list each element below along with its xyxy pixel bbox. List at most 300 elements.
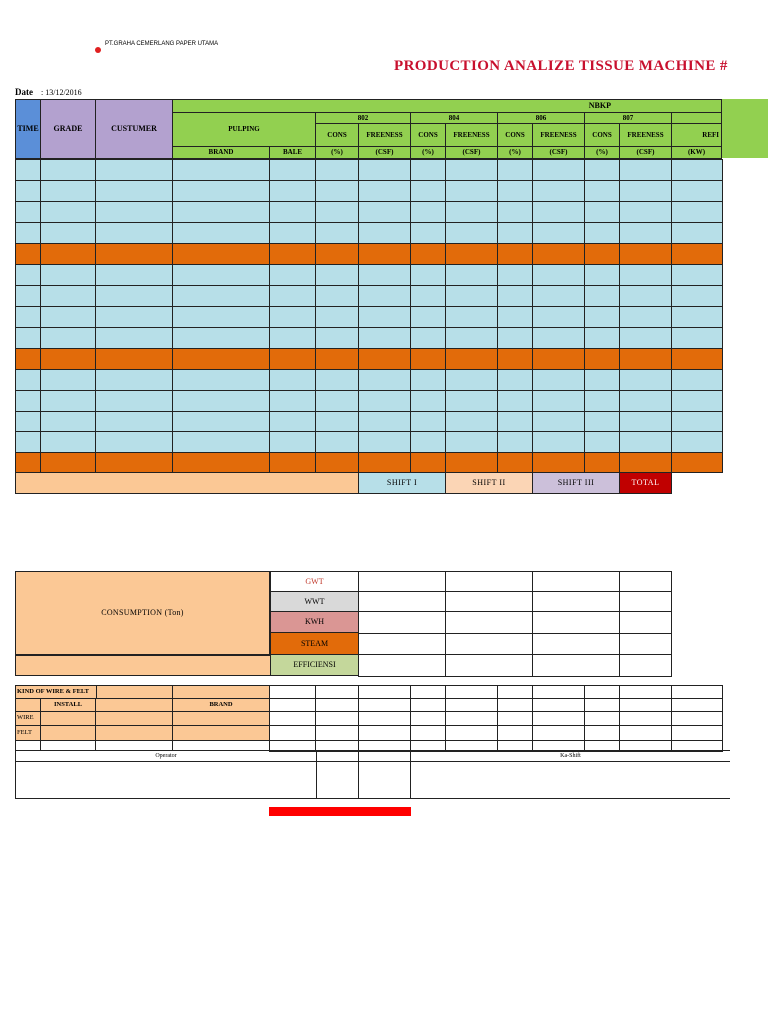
table-cell[interactable] [315, 201, 359, 223]
table-cell[interactable] [584, 411, 620, 432]
header-bale: BALE [269, 146, 316, 159]
consumption-value-cell[interactable] [358, 654, 446, 677]
table-cell[interactable] [15, 327, 41, 349]
table-cell[interactable] [172, 285, 270, 307]
table-cell[interactable] [445, 369, 498, 391]
wire-felt-cell[interactable] [671, 711, 723, 726]
table-cell[interactable] [619, 369, 672, 391]
table-cell[interactable] [172, 431, 270, 453]
table-cell[interactable] [95, 159, 173, 181]
table-cell[interactable] [671, 327, 723, 349]
operator-signature-box[interactable] [15, 761, 317, 799]
table-cell[interactable] [619, 159, 672, 181]
wire-felt-cell[interactable] [584, 698, 620, 712]
consumption-value-cell[interactable] [445, 571, 533, 592]
table-cell[interactable] [532, 264, 585, 286]
wire-felt-cell[interactable] [269, 685, 316, 699]
table-cell[interactable] [445, 264, 498, 286]
unit-pct-802: (%) [315, 146, 359, 159]
table-cell[interactable] [584, 369, 620, 391]
table-cell[interactable] [15, 180, 41, 202]
table-cell[interactable] [269, 201, 316, 223]
wire-felt-cell[interactable] [671, 685, 723, 699]
table-cell[interactable] [40, 201, 96, 223]
table-cell[interactable] [410, 369, 446, 391]
subtotal-cell[interactable] [315, 452, 359, 473]
table-cell[interactable] [315, 285, 359, 307]
table-cell[interactable] [40, 411, 96, 432]
wire-felt-cell[interactable] [671, 725, 723, 741]
consumption-value-cell[interactable] [445, 654, 533, 677]
table-cell[interactable] [410, 306, 446, 328]
consumption-value-cell[interactable] [532, 571, 620, 592]
table-cell[interactable] [584, 390, 620, 412]
table-cell[interactable] [95, 285, 173, 307]
table-cell[interactable] [358, 222, 411, 244]
unit-csf-807: (CSF) [619, 146, 672, 159]
table-cell[interactable] [358, 180, 411, 202]
subtotal-cell[interactable] [410, 348, 446, 370]
table-cell[interactable] [315, 411, 359, 432]
wire-blank [95, 711, 173, 726]
consumption-value-cell[interactable] [619, 611, 672, 634]
subtotal-cell[interactable] [358, 348, 411, 370]
table-cell[interactable] [619, 327, 672, 349]
consumption-value-cell[interactable] [358, 633, 446, 655]
unit-csf-804: (CSF) [445, 146, 498, 159]
table-cell[interactable] [584, 264, 620, 286]
table-cell[interactable] [497, 285, 533, 307]
subtotal-cell[interactable] [497, 452, 533, 473]
table-cell[interactable] [671, 201, 723, 223]
table-cell[interactable] [532, 285, 585, 307]
table-cell[interactable] [445, 285, 498, 307]
wire-felt-blank-1 [96, 685, 173, 699]
table-cell[interactable] [172, 390, 270, 412]
subtotal-cell[interactable] [532, 243, 585, 265]
subtotal-cell[interactable] [40, 348, 96, 370]
consumption-value-cell[interactable] [358, 611, 446, 634]
wire-felt-cell[interactable] [315, 698, 359, 712]
wire-felt-brand-label: BRAND [172, 698, 270, 712]
wire-felt-cell[interactable] [584, 685, 620, 699]
wire-felt-cell[interactable] [445, 685, 498, 699]
table-cell[interactable] [410, 431, 446, 453]
table-cell[interactable] [95, 180, 173, 202]
wire-felt-cell[interactable] [619, 725, 672, 741]
table-cell[interactable] [40, 431, 96, 453]
wire-felt-cell[interactable] [410, 698, 446, 712]
subtotal-cell[interactable] [358, 243, 411, 265]
felt-blank [95, 725, 173, 741]
table-cell[interactable] [497, 201, 533, 223]
table-cell[interactable] [445, 306, 498, 328]
table-cell[interactable] [358, 201, 411, 223]
wire-felt-cell[interactable] [497, 698, 533, 712]
kind-of-wire-felt: KIND OF WIRE & FELT [15, 685, 97, 699]
table-cell[interactable] [172, 369, 270, 391]
consumption-value-cell[interactable] [532, 591, 620, 612]
table-cell[interactable] [584, 306, 620, 328]
table-cell[interactable] [410, 222, 446, 244]
subtotal-cell[interactable] [497, 243, 533, 265]
table-cell[interactable] [532, 411, 585, 432]
consumption-value-cell[interactable] [619, 591, 672, 612]
cons-807: CONS [584, 123, 620, 147]
table-cell[interactable] [315, 306, 359, 328]
subtotal-cell[interactable] [584, 348, 620, 370]
table-cell[interactable] [40, 264, 96, 286]
table-cell[interactable] [15, 159, 41, 181]
table-cell[interactable] [95, 390, 173, 412]
table-cell[interactable] [532, 306, 585, 328]
subtotal-cell[interactable] [315, 348, 359, 370]
table-cell[interactable] [172, 159, 270, 181]
table-cell[interactable] [497, 264, 533, 286]
wire-felt-cell[interactable] [619, 711, 672, 726]
subtotal-cell[interactable] [671, 348, 723, 370]
table-cell[interactable] [445, 327, 498, 349]
consumption-value-cell[interactable] [532, 654, 620, 677]
subtotal-cell[interactable] [532, 348, 585, 370]
table-cell[interactable] [532, 201, 585, 223]
table-cell[interactable] [40, 285, 96, 307]
consumption-value-cell[interactable] [358, 591, 446, 612]
subtotal-cell[interactable] [410, 243, 446, 265]
efficiensi-label: EFFICIENSI [270, 654, 359, 676]
table-cell[interactable] [95, 306, 173, 328]
consumption-value-cell[interactable] [532, 611, 620, 634]
consumption-value-cell[interactable] [445, 633, 533, 655]
table-cell[interactable] [671, 180, 723, 202]
subtotal-cell[interactable] [671, 243, 723, 265]
table-cell[interactable] [315, 264, 359, 286]
table-cell[interactable] [15, 390, 41, 412]
subtotal-cell[interactable] [315, 243, 359, 265]
table-cell[interactable] [358, 431, 411, 453]
wire-felt-cell[interactable] [532, 711, 585, 726]
wire-felt-cell[interactable] [358, 725, 411, 741]
table-cell[interactable] [532, 327, 585, 349]
table-cell[interactable] [315, 180, 359, 202]
table-cell[interactable] [269, 390, 316, 412]
table-cell[interactable] [358, 159, 411, 181]
table-cell[interactable] [40, 390, 96, 412]
table-cell[interactable] [40, 159, 96, 181]
table-cell[interactable] [358, 306, 411, 328]
wire-label: WIRE [15, 711, 41, 726]
table-cell[interactable] [445, 159, 498, 181]
table-cell[interactable] [15, 285, 41, 307]
subtotal-cell[interactable] [584, 452, 620, 473]
shift-row-blank [15, 472, 359, 494]
unit-pct-804: (%) [410, 146, 446, 159]
table-cell[interactable] [315, 390, 359, 412]
table-cell[interactable] [497, 159, 533, 181]
table-cell[interactable] [445, 390, 498, 412]
table-cell[interactable] [584, 201, 620, 223]
wire-felt-cell[interactable] [671, 698, 723, 712]
subtotal-cell[interactable] [358, 452, 411, 473]
table-cell[interactable] [410, 159, 446, 181]
wire-felt-cell[interactable] [584, 711, 620, 726]
sig-box-gap-1 [316, 761, 359, 799]
table-cell[interactable] [671, 411, 723, 432]
table-cell[interactable] [619, 431, 672, 453]
table-cell[interactable] [40, 180, 96, 202]
table-cell[interactable] [358, 285, 411, 307]
consumption-value-cell[interactable] [532, 633, 620, 655]
table-cell[interactable] [497, 180, 533, 202]
table-cell[interactable] [269, 327, 316, 349]
table-cell[interactable] [269, 264, 316, 286]
table-cell[interactable] [40, 306, 96, 328]
table-cell[interactable] [358, 327, 411, 349]
wire-felt-cell[interactable] [445, 711, 498, 726]
table-cell[interactable] [619, 285, 672, 307]
table-cell[interactable] [95, 431, 173, 453]
table-cell[interactable] [172, 222, 270, 244]
wire-felt-cell[interactable] [497, 685, 533, 699]
table-cell[interactable] [671, 222, 723, 244]
wire-felt-cell[interactable] [269, 725, 316, 741]
table-cell[interactable] [445, 201, 498, 223]
header-customer: CUSTUMER [95, 99, 173, 159]
subtotal-cell[interactable] [95, 243, 173, 265]
subtotal-cell[interactable] [40, 243, 96, 265]
table-cell[interactable] [269, 431, 316, 453]
wire-felt-cell[interactable] [497, 711, 533, 726]
table-cell[interactable] [358, 390, 411, 412]
table-cell[interactable] [172, 411, 270, 432]
table-cell[interactable] [15, 369, 41, 391]
table-cell[interactable] [15, 222, 41, 244]
subtotal-cell[interactable] [445, 452, 498, 473]
table-cell[interactable] [172, 180, 270, 202]
table-cell[interactable] [584, 285, 620, 307]
table-cell[interactable] [584, 180, 620, 202]
table-cell[interactable] [532, 369, 585, 391]
logo-dot [95, 47, 101, 53]
table-cell[interactable] [315, 222, 359, 244]
table-cell[interactable] [269, 411, 316, 432]
subtotal-cell[interactable] [15, 452, 41, 473]
wire-felt-cell[interactable] [358, 685, 411, 699]
table-cell[interactable] [95, 369, 173, 391]
subtotal-cell[interactable] [532, 452, 585, 473]
table-cell[interactable] [619, 201, 672, 223]
table-cell[interactable] [269, 285, 316, 307]
table-cell[interactable] [358, 369, 411, 391]
unit-csf-802: (CSF) [358, 146, 411, 159]
table-cell[interactable] [497, 390, 533, 412]
table-cell[interactable] [269, 159, 316, 181]
table-cell[interactable] [40, 327, 96, 349]
table-cell[interactable] [410, 390, 446, 412]
table-cell[interactable] [269, 306, 316, 328]
table-cell[interactable] [358, 264, 411, 286]
wire-felt-cell[interactable] [315, 725, 359, 741]
table-cell[interactable] [95, 222, 173, 244]
table-cell[interactable] [315, 327, 359, 349]
consumption-value-cell[interactable] [358, 571, 446, 592]
wire-felt-cell[interactable] [269, 698, 316, 712]
table-cell[interactable] [497, 431, 533, 453]
freeness-806: FREENESS [532, 123, 585, 147]
wire-felt-cell[interactable] [619, 698, 672, 712]
table-cell[interactable] [315, 431, 359, 453]
table-cell[interactable] [532, 180, 585, 202]
table-cell[interactable] [15, 306, 41, 328]
table-cell[interactable] [172, 201, 270, 223]
subtotal-cell[interactable] [445, 243, 498, 265]
wire-felt-cell[interactable] [584, 725, 620, 741]
subtotal-cell[interactable] [269, 243, 316, 265]
table-cell[interactable] [410, 411, 446, 432]
table-cell[interactable] [532, 222, 585, 244]
subtotal-cell[interactable] [671, 452, 723, 473]
table-cell[interactable] [410, 180, 446, 202]
table-cell[interactable] [172, 306, 270, 328]
table-cell[interactable] [410, 201, 446, 223]
subtotal-cell[interactable] [15, 243, 41, 265]
subtotal-cell[interactable] [269, 348, 316, 370]
subtotal-cell[interactable] [584, 243, 620, 265]
subtotal-cell[interactable] [497, 348, 533, 370]
table-cell[interactable] [532, 390, 585, 412]
table-cell[interactable] [40, 369, 96, 391]
table-cell[interactable] [619, 222, 672, 244]
table-cell[interactable] [410, 327, 446, 349]
wire-felt-cell[interactable] [410, 711, 446, 726]
table-cell[interactable] [497, 369, 533, 391]
table-cell[interactable] [497, 222, 533, 244]
table-cell[interactable] [15, 201, 41, 223]
table-cell[interactable] [358, 411, 411, 432]
wire-felt-cell[interactable] [497, 725, 533, 741]
table-cell[interactable] [95, 411, 173, 432]
table-cell[interactable] [619, 306, 672, 328]
subtotal-cell[interactable] [619, 348, 672, 370]
table-cell[interactable] [619, 411, 672, 432]
consumption-value-cell[interactable] [445, 611, 533, 634]
table-cell[interactable] [269, 222, 316, 244]
table-cell[interactable] [584, 327, 620, 349]
table-cell[interactable] [671, 390, 723, 412]
table-cell[interactable] [619, 264, 672, 286]
table-cell[interactable] [95, 327, 173, 349]
table-cell[interactable] [497, 411, 533, 432]
subtotal-cell[interactable] [445, 348, 498, 370]
table-cell[interactable] [532, 431, 585, 453]
table-cell[interactable] [315, 159, 359, 181]
table-cell[interactable] [315, 369, 359, 391]
table-cell[interactable] [584, 159, 620, 181]
wire-felt-cell[interactable] [532, 725, 585, 741]
subtotal-cell[interactable] [269, 452, 316, 473]
table-cell[interactable] [619, 390, 672, 412]
wire-felt-cell[interactable] [619, 685, 672, 699]
header-pulping: PULPING [172, 112, 316, 147]
wire-install [40, 711, 96, 726]
wire-felt-cell[interactable] [445, 698, 498, 712]
wire-felt-cell[interactable] [410, 725, 446, 741]
wire-felt-cell[interactable] [315, 711, 359, 726]
table-cell[interactable] [410, 285, 446, 307]
table-cell[interactable] [445, 431, 498, 453]
wire-felt-cell[interactable] [315, 685, 359, 699]
table-cell[interactable] [172, 264, 270, 286]
table-cell[interactable] [269, 180, 316, 202]
table-cell[interactable] [269, 369, 316, 391]
shift-3-label: SHIFT III [532, 472, 620, 494]
wire-felt-cell[interactable] [532, 685, 585, 699]
subtotal-cell[interactable] [410, 452, 446, 473]
subtotal-cell[interactable] [95, 452, 173, 473]
consumption-value-cell[interactable] [619, 654, 672, 677]
subtotal-cell[interactable] [619, 243, 672, 265]
table-cell[interactable] [15, 431, 41, 453]
cons-804: CONS [410, 123, 446, 147]
subtotal-cell[interactable] [95, 348, 173, 370]
ka-shift-label: Ka-Shift [410, 750, 730, 762]
table-cell[interactable] [15, 264, 41, 286]
table-cell[interactable] [410, 264, 446, 286]
table-cell[interactable] [671, 285, 723, 307]
subtotal-cell[interactable] [40, 452, 96, 473]
table-cell[interactable] [445, 411, 498, 432]
table-cell[interactable] [15, 411, 41, 432]
table-cell[interactable] [497, 306, 533, 328]
refiner-807: 807 [584, 112, 672, 124]
table-cell[interactable] [671, 306, 723, 328]
table-cell[interactable] [532, 159, 585, 181]
table-cell[interactable] [671, 431, 723, 453]
consumption-value-cell[interactable] [445, 591, 533, 612]
wire-felt-cell[interactable] [358, 698, 411, 712]
wire-felt-cell[interactable] [269, 711, 316, 726]
table-cell[interactable] [671, 264, 723, 286]
wire-felt-cell[interactable] [358, 711, 411, 726]
table-cell[interactable] [95, 264, 173, 286]
wire-felt-cell[interactable] [445, 725, 498, 741]
table-cell[interactable] [671, 369, 723, 391]
subtotal-cell[interactable] [172, 243, 270, 265]
table-cell[interactable] [40, 222, 96, 244]
table-cell[interactable] [95, 201, 173, 223]
wire-felt-cell[interactable] [410, 685, 446, 699]
table-cell[interactable] [172, 327, 270, 349]
table-cell[interactable] [584, 431, 620, 453]
table-cell[interactable] [445, 180, 498, 202]
ka-shift-signature-box[interactable] [410, 761, 730, 799]
table-cell[interactable] [445, 222, 498, 244]
consumption-value-cell[interactable] [619, 633, 672, 655]
wire-brand [172, 711, 270, 726]
table-cell[interactable] [671, 159, 723, 181]
table-cell[interactable] [619, 180, 672, 202]
unit-csf-806: (CSF) [532, 146, 585, 159]
table-cell[interactable] [497, 327, 533, 349]
subtotal-cell[interactable] [619, 452, 672, 473]
subtotal-cell[interactable] [172, 452, 270, 473]
subtotal-cell[interactable] [172, 348, 270, 370]
table-cell[interactable] [584, 222, 620, 244]
wire-felt-cell[interactable] [532, 698, 585, 712]
subtotal-cell[interactable] [15, 348, 41, 370]
consumption-value-cell[interactable] [619, 571, 672, 592]
sig-box-gap-2 [358, 761, 411, 799]
